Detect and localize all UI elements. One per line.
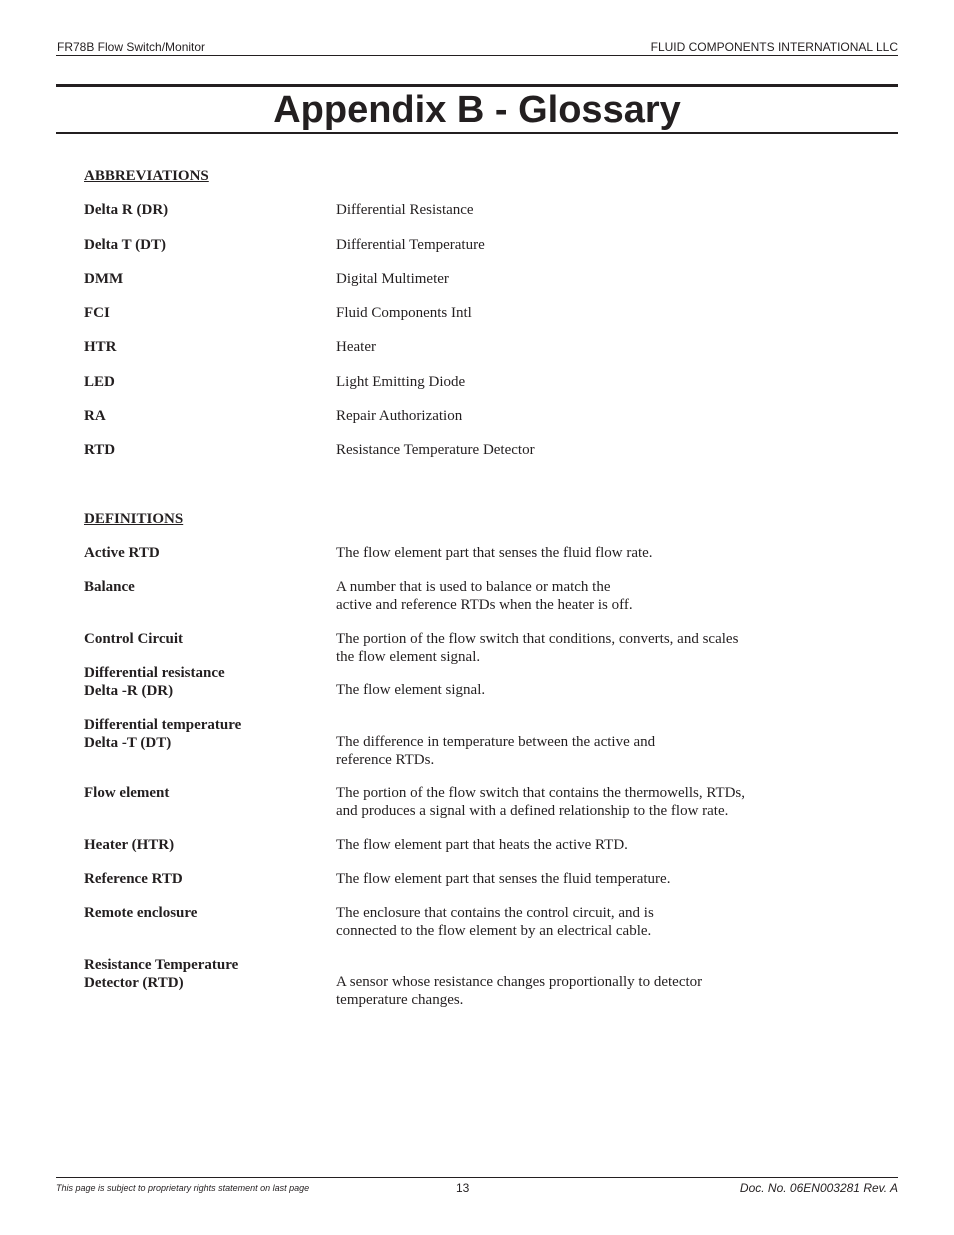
abbreviation-term: FCI xyxy=(84,305,110,321)
abbreviation-term: HTR xyxy=(84,339,117,355)
definition-text-line: The flow element signal. xyxy=(336,682,486,698)
title-rule-bottom xyxy=(56,132,898,134)
definition-text xyxy=(336,871,786,889)
definition-term-line: Differential resistance xyxy=(84,665,225,681)
abbreviation-definition: Differential Temperature xyxy=(336,237,485,253)
abbreviation-definition: Light Emitting Diode xyxy=(336,374,466,390)
running-header-right: FLUID COMPONENTS INTERNATIONAL LLC xyxy=(650,40,898,54)
abbreviation-term: Delta T (DT) xyxy=(84,237,166,253)
definition-text xyxy=(336,785,786,820)
definition-term-line: Differential temperature xyxy=(84,717,242,733)
abbreviation-term: Delta R (DR) xyxy=(84,202,169,218)
definition-text-line: temperature changes. xyxy=(336,991,464,1008)
definition-text xyxy=(336,579,786,614)
abbreviation-definition: Repair Authorization xyxy=(336,408,463,424)
definition-text-line: The flow element part that senses the fluid temperature. xyxy=(336,871,671,887)
definition-text-line: and produces a signal with a defined relationship to the flow rate. xyxy=(336,802,729,819)
definition-text-line: The portion of the flow switch that contains the thermowells, RTDs, xyxy=(336,785,746,801)
footer-rule xyxy=(56,1177,898,1178)
definition-term xyxy=(84,837,324,855)
definition-term xyxy=(84,957,324,992)
abbreviation-definition: Heater xyxy=(336,339,376,355)
definition-term-line: Reference RTD xyxy=(84,871,183,887)
definition-text-line: reference RTDs. xyxy=(336,751,435,768)
title-rule-top xyxy=(56,84,898,87)
definition-text-line: The flow element part that heats the active RTD. xyxy=(336,837,628,853)
abbreviation-term: RA xyxy=(84,408,106,424)
definition-term-line: Delta -T (DT) xyxy=(84,734,172,751)
definition-term xyxy=(84,665,324,700)
definition-term xyxy=(84,631,324,649)
definition-term xyxy=(84,785,324,803)
abbreviation-definition: Digital Multimeter xyxy=(336,271,449,287)
definition-text-line: active and reference RTDs when the heater is off. xyxy=(336,596,633,613)
abbreviations-heading: ABBREVIATIONS xyxy=(84,168,209,184)
page-title: Appendix B - Glossary xyxy=(273,89,681,131)
definition-term-line: Remote enclosure xyxy=(84,905,198,921)
page-number: 13 xyxy=(456,1181,470,1195)
proprietary-notice: This page is subject to proprietary rights statement on last page xyxy=(56,1183,310,1193)
definitions-heading: DEFINITIONS xyxy=(84,511,184,527)
definition-term-line: Detector (RTD) xyxy=(84,974,184,991)
definition-text-line: the flow element signal. xyxy=(336,648,481,665)
definition-term-line: Delta -R (DR) xyxy=(84,682,174,699)
definition-text-line: A sensor whose resistance changes proportionally to detector xyxy=(336,974,703,990)
definition-term xyxy=(84,579,324,597)
definition-term xyxy=(84,545,324,563)
definition-text xyxy=(336,974,786,1009)
definition-text xyxy=(336,837,786,855)
definition-text xyxy=(336,734,786,769)
header-rule xyxy=(56,55,898,56)
definition-text xyxy=(336,682,786,700)
definition-term xyxy=(84,717,324,752)
running-header-left: FR78B Flow Switch/Monitor xyxy=(57,40,206,54)
definition-term-line: Control Circuit xyxy=(84,631,184,647)
definition-term xyxy=(84,871,324,889)
definition-text-line: The flow element part that senses the fluid flow rate. xyxy=(336,545,653,561)
definition-text xyxy=(336,905,786,940)
definition-term-line: Active RTD xyxy=(84,545,160,561)
definition-term-line: Resistance Temperature xyxy=(84,957,239,973)
abbreviation-definition: Differential Resistance xyxy=(336,202,474,218)
definition-text-line: connected to the flow element by an electrical cable. xyxy=(336,922,652,939)
definition-text-line: The difference in temperature between the active and xyxy=(336,734,656,750)
abbreviation-definition: Fluid Components Intl xyxy=(336,305,472,321)
document-number: Doc. No. 06EN003281 Rev. A xyxy=(739,1181,898,1195)
abbreviation-term: DMM xyxy=(84,271,124,287)
definition-text xyxy=(336,545,786,563)
definition-text-line: A number that is used to balance or match the xyxy=(336,579,611,595)
abbreviation-term: RTD xyxy=(84,442,116,458)
definition-text-line: The portion of the flow switch that conditions, converts, and scales xyxy=(336,631,739,647)
definition-text xyxy=(336,631,786,666)
definition-term-line: Flow element xyxy=(84,785,170,801)
abbreviation-definition: Resistance Temperature Detector xyxy=(336,442,535,458)
abbreviation-term: LED xyxy=(84,374,115,390)
definition-term-line: Balance xyxy=(84,579,135,595)
definition-term xyxy=(84,905,324,923)
definition-term-line: Heater (HTR) xyxy=(84,837,175,853)
definition-text-line: The enclosure that contains the control circuit, and is xyxy=(336,905,654,921)
